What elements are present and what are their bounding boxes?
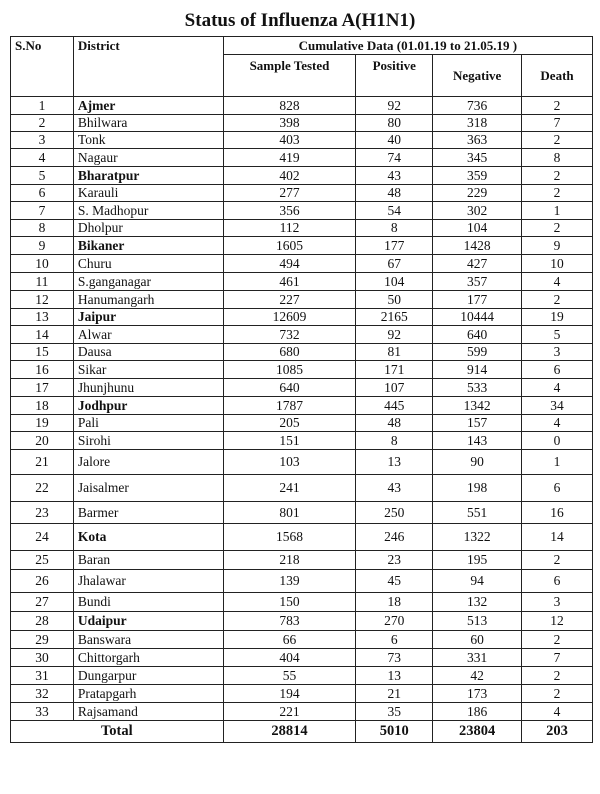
cell-district: Rajsamand	[73, 703, 223, 721]
table-row	[11, 379, 593, 397]
cell-death: 14	[522, 524, 593, 551]
cell-district: Banswara	[73, 631, 223, 649]
cell-positive: 67	[356, 255, 433, 273]
cell-death: 2	[522, 220, 593, 237]
cell-negative: 94	[433, 570, 522, 593]
cell-negative: 143	[433, 432, 522, 450]
cell-positive: 8	[356, 432, 433, 450]
cell-positive: 40	[356, 132, 433, 149]
cell-sample-tested: 12609	[223, 309, 356, 326]
cell-district: Dungarpur	[73, 667, 223, 685]
cell-sample-tested: 55	[223, 667, 356, 685]
cell-negative: 357	[433, 273, 522, 291]
header-death: Death	[522, 55, 593, 97]
cell-sno: 16	[11, 361, 74, 379]
cell-positive: 13	[356, 450, 433, 475]
cell-positive: 21	[356, 685, 433, 703]
cell-sample-tested: 151	[223, 432, 356, 450]
cell-negative: 345	[433, 149, 522, 167]
table-row	[11, 551, 593, 570]
cell-district: Jaisalmer	[73, 475, 223, 502]
cell-death: 2	[522, 167, 593, 185]
cell-sno: 13	[11, 309, 74, 326]
cell-district: Pali	[73, 415, 223, 432]
table-row	[11, 97, 593, 115]
cell-sno: 30	[11, 649, 74, 667]
cell-sample-tested: 66	[223, 631, 356, 649]
cell-death: 0	[522, 432, 593, 450]
total-label: Total	[11, 721, 224, 743]
cell-district: Barmer	[73, 502, 223, 524]
table-row	[11, 273, 593, 291]
cell-negative: 173	[433, 685, 522, 703]
cell-district: Karauli	[73, 185, 223, 202]
cell-positive: 270	[356, 612, 433, 631]
cell-sno: 24	[11, 524, 74, 551]
cell-negative: 302	[433, 202, 522, 220]
cell-district: S.ganganagar	[73, 273, 223, 291]
cell-sample-tested: 241	[223, 475, 356, 502]
cell-sample-tested: 404	[223, 649, 356, 667]
table-row	[11, 237, 593, 255]
cell-sno: 15	[11, 344, 74, 361]
cell-district: Ajmer	[73, 97, 223, 115]
cell-negative: 229	[433, 185, 522, 202]
cell-positive: 246	[356, 524, 433, 551]
table-body	[11, 97, 593, 721]
cell-sno: 11	[11, 273, 74, 291]
cell-negative: 551	[433, 502, 522, 524]
cell-district: Jhunjhunu	[73, 379, 223, 397]
cell-negative: 1322	[433, 524, 522, 551]
cell-positive: 50	[356, 291, 433, 309]
cell-positive: 18	[356, 593, 433, 612]
cell-negative: 157	[433, 415, 522, 432]
header-sample-tested: Sample Tested	[223, 55, 356, 97]
cell-district: Churu	[73, 255, 223, 273]
cell-sample-tested: 801	[223, 502, 356, 524]
cell-sample-tested: 227	[223, 291, 356, 309]
cell-sample-tested: 356	[223, 202, 356, 220]
table-row	[11, 450, 593, 475]
cell-positive: 92	[356, 326, 433, 344]
cell-sample-tested: 783	[223, 612, 356, 631]
table-row	[11, 649, 593, 667]
table-row	[11, 703, 593, 721]
table-row	[11, 593, 593, 612]
table-row	[11, 502, 593, 524]
cell-negative: 60	[433, 631, 522, 649]
cell-death: 9	[522, 237, 593, 255]
cell-district: Baran	[73, 551, 223, 570]
cell-sno: 18	[11, 397, 74, 415]
cell-sample-tested: 640	[223, 379, 356, 397]
table-row	[11, 524, 593, 551]
cell-sample-tested: 402	[223, 167, 356, 185]
cell-positive: 48	[356, 415, 433, 432]
cell-district: Pratapgarh	[73, 685, 223, 703]
cell-positive: 45	[356, 570, 433, 593]
cell-district: Nagaur	[73, 149, 223, 167]
cell-negative: 513	[433, 612, 522, 631]
cell-positive: 6	[356, 631, 433, 649]
table-row	[11, 475, 593, 502]
header-positive: Positive	[356, 55, 433, 97]
cell-sno: 26	[11, 570, 74, 593]
cell-sample-tested: 1787	[223, 397, 356, 415]
cell-sno: 23	[11, 502, 74, 524]
cell-death: 7	[522, 649, 593, 667]
cell-sample-tested: 1568	[223, 524, 356, 551]
cell-sample-tested: 221	[223, 703, 356, 721]
cell-sno: 20	[11, 432, 74, 450]
cell-negative: 104	[433, 220, 522, 237]
cell-positive: 43	[356, 475, 433, 502]
cell-district: Chittorgarh	[73, 649, 223, 667]
table-row	[11, 309, 593, 326]
cell-death: 16	[522, 502, 593, 524]
cell-sno: 22	[11, 475, 74, 502]
cell-sno: 31	[11, 667, 74, 685]
cell-district: Sirohi	[73, 432, 223, 450]
cell-negative: 599	[433, 344, 522, 361]
cell-sample-tested: 828	[223, 97, 356, 115]
cell-positive: 104	[356, 273, 433, 291]
cell-death: 4	[522, 415, 593, 432]
cell-sno: 2	[11, 115, 74, 132]
cell-district: Kota	[73, 524, 223, 551]
cell-sno: 3	[11, 132, 74, 149]
cell-sno: 12	[11, 291, 74, 309]
cell-negative: 195	[433, 551, 522, 570]
header-negative: Negative	[433, 55, 522, 97]
cell-negative: 427	[433, 255, 522, 273]
cell-sample-tested: 419	[223, 149, 356, 167]
cell-sno: 8	[11, 220, 74, 237]
table-row	[11, 685, 593, 703]
cell-district: Jhalawar	[73, 570, 223, 593]
cell-district: Sikar	[73, 361, 223, 379]
cell-positive: 74	[356, 149, 433, 167]
cell-positive: 445	[356, 397, 433, 415]
cell-negative: 90	[433, 450, 522, 475]
cell-negative: 640	[433, 326, 522, 344]
cell-sno: 27	[11, 593, 74, 612]
cell-negative: 1342	[433, 397, 522, 415]
cell-sno: 10	[11, 255, 74, 273]
cell-negative: 318	[433, 115, 522, 132]
cell-death: 6	[522, 361, 593, 379]
cell-death: 4	[522, 379, 593, 397]
cell-death: 2	[522, 185, 593, 202]
total-row	[11, 721, 593, 743]
cell-sno: 29	[11, 631, 74, 649]
cell-negative: 177	[433, 291, 522, 309]
cell-sno: 33	[11, 703, 74, 721]
table-row	[11, 344, 593, 361]
cell-negative: 186	[433, 703, 522, 721]
cell-positive: 43	[356, 167, 433, 185]
cell-positive: 92	[356, 97, 433, 115]
table-row	[11, 202, 593, 220]
cell-death: 4	[522, 703, 593, 721]
cell-sample-tested: 103	[223, 450, 356, 475]
cell-positive: 54	[356, 202, 433, 220]
table-row	[11, 570, 593, 593]
cell-positive: 2165	[356, 309, 433, 326]
table-row	[11, 115, 593, 132]
cell-sample-tested: 205	[223, 415, 356, 432]
cell-positive: 48	[356, 185, 433, 202]
header-district: District	[73, 37, 223, 97]
cell-sno: 28	[11, 612, 74, 631]
header-sno: S.No	[11, 37, 74, 97]
cell-death: 1	[522, 202, 593, 220]
cell-district: Tonk	[73, 132, 223, 149]
cell-sno: 32	[11, 685, 74, 703]
cell-district: Jodhpur	[73, 397, 223, 415]
cell-sample-tested: 398	[223, 115, 356, 132]
cell-sno: 7	[11, 202, 74, 220]
cell-positive: 81	[356, 344, 433, 361]
table-row	[11, 361, 593, 379]
cell-positive: 171	[356, 361, 433, 379]
cell-death: 2	[522, 291, 593, 309]
cell-negative: 10444	[433, 309, 522, 326]
cell-sample-tested: 680	[223, 344, 356, 361]
cell-death: 2	[522, 551, 593, 570]
cell-negative: 359	[433, 167, 522, 185]
cell-positive: 8	[356, 220, 433, 237]
cell-negative: 363	[433, 132, 522, 149]
cell-district: Udaipur	[73, 612, 223, 631]
cell-death: 34	[522, 397, 593, 415]
cell-district: Dholpur	[73, 220, 223, 237]
cell-positive: 23	[356, 551, 433, 570]
cell-negative: 331	[433, 649, 522, 667]
cell-district: Bundi	[73, 593, 223, 612]
cell-death: 2	[522, 631, 593, 649]
cell-sno: 19	[11, 415, 74, 432]
cell-negative: 1428	[433, 237, 522, 255]
table-row	[11, 397, 593, 415]
header-cumulative: Cumulative Data (01.01.19 to 21.05.19 )	[223, 37, 592, 55]
table-row	[11, 326, 593, 344]
table-row	[11, 220, 593, 237]
total-tested: 28814	[223, 721, 356, 743]
cell-negative: 198	[433, 475, 522, 502]
cell-sno: 6	[11, 185, 74, 202]
cell-district: S. Madhopur	[73, 202, 223, 220]
total-death: 203	[522, 721, 593, 743]
table-row	[11, 415, 593, 432]
total-negative: 23804	[433, 721, 522, 743]
cell-death: 5	[522, 326, 593, 344]
cell-district: Hanumangarh	[73, 291, 223, 309]
cell-positive: 177	[356, 237, 433, 255]
cell-negative: 132	[433, 593, 522, 612]
cell-negative: 533	[433, 379, 522, 397]
cell-district: Bikaner	[73, 237, 223, 255]
table-row	[11, 149, 593, 167]
cell-death: 2	[522, 667, 593, 685]
cell-death: 7	[522, 115, 593, 132]
cell-positive: 35	[356, 703, 433, 721]
cell-sample-tested: 732	[223, 326, 356, 344]
cell-sample-tested: 194	[223, 685, 356, 703]
cell-positive: 250	[356, 502, 433, 524]
cell-death: 1	[522, 450, 593, 475]
cell-sample-tested: 1605	[223, 237, 356, 255]
table-row	[11, 612, 593, 631]
cell-sample-tested: 150	[223, 593, 356, 612]
cell-death: 2	[522, 97, 593, 115]
cell-death: 3	[522, 593, 593, 612]
cell-death: 12	[522, 612, 593, 631]
cell-sample-tested: 112	[223, 220, 356, 237]
cell-sample-tested: 218	[223, 551, 356, 570]
cell-district: Dausa	[73, 344, 223, 361]
cell-sno: 4	[11, 149, 74, 167]
cell-sample-tested: 403	[223, 132, 356, 149]
table-row	[11, 667, 593, 685]
table-row	[11, 291, 593, 309]
cell-death: 2	[522, 132, 593, 149]
cell-district: Jalore	[73, 450, 223, 475]
cell-sample-tested: 139	[223, 570, 356, 593]
cell-death: 19	[522, 309, 593, 326]
cell-district: Bhilwara	[73, 115, 223, 132]
cell-death: 4	[522, 273, 593, 291]
cell-sample-tested: 1085	[223, 361, 356, 379]
cell-death: 10	[522, 255, 593, 273]
cell-sno: 21	[11, 450, 74, 475]
table-row	[11, 185, 593, 202]
cell-positive: 107	[356, 379, 433, 397]
cell-sno: 9	[11, 237, 74, 255]
table-row	[11, 132, 593, 149]
cell-district: Bharatpur	[73, 167, 223, 185]
cell-sample-tested: 277	[223, 185, 356, 202]
cell-positive: 80	[356, 115, 433, 132]
table-row	[11, 167, 593, 185]
cell-district: Alwar	[73, 326, 223, 344]
cell-sno: 25	[11, 551, 74, 570]
cell-sno: 5	[11, 167, 74, 185]
cell-positive: 73	[356, 649, 433, 667]
cell-district: Jaipur	[73, 309, 223, 326]
cell-death: 6	[522, 570, 593, 593]
table-row	[11, 255, 593, 273]
page-title: Status of Influenza A(H1N1)	[184, 10, 416, 31]
cell-sample-tested: 461	[223, 273, 356, 291]
cell-sno: 14	[11, 326, 74, 344]
table-row	[11, 432, 593, 450]
cell-negative: 914	[433, 361, 522, 379]
table-row	[11, 631, 593, 649]
cell-death: 6	[522, 475, 593, 502]
cell-sample-tested: 494	[223, 255, 356, 273]
cell-death: 8	[522, 149, 593, 167]
cell-negative: 42	[433, 667, 522, 685]
cell-sno: 17	[11, 379, 74, 397]
cell-negative: 736	[433, 97, 522, 115]
cell-death: 2	[522, 685, 593, 703]
cell-sno: 1	[11, 97, 74, 115]
cell-death: 3	[522, 344, 593, 361]
influenza-status-table	[10, 36, 593, 743]
total-positive: 5010	[356, 721, 433, 743]
cell-positive: 13	[356, 667, 433, 685]
